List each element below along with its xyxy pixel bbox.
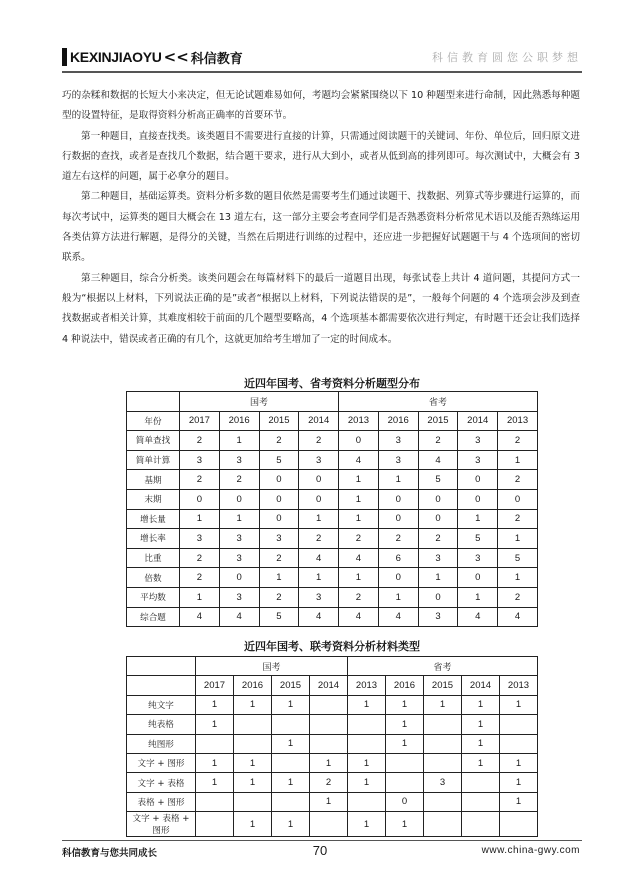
row-label-cell: 纯表格 <box>127 715 196 734</box>
row-label-cell: 综合题 <box>127 607 180 627</box>
table-row <box>127 529 538 549</box>
row-label-cell: 文字 + 表格 <box>127 773 196 792</box>
table-row <box>127 431 538 451</box>
table-cell <box>462 773 500 792</box>
table-row <box>127 734 538 753</box>
table-cell: 0 <box>418 489 458 509</box>
table-cell: 1 <box>462 715 500 734</box>
paragraph-type-3: 第三种题目，综合分析类。该类问题会在每篇材料下的最后一道题目出现，每张试卷上共计 4 道问题，其提问方式一般为“根据以上材料，下列说法正确的是”或者“根据以上材料，下列说法错误的是”，一般每个问题的 4 个选项会涉及到查找数据或者相关计算，其难度相较于前面的几个题型要略高，4 个选项基本都需要依次进行判定，有时题干还会让我们选择 4 种说法中，错误或者正确的有几个，这就更加给考生增加了一定的时间成本。 <box>62 272 580 345</box>
table-cell: 1 <box>219 509 259 529</box>
table-cell: 1 <box>339 568 379 588</box>
table-cell <box>310 695 348 714</box>
table-cell: 0 <box>378 568 418 588</box>
year-cell: 2015 <box>259 411 299 431</box>
table-cell: 1 <box>500 792 538 811</box>
table-cell: 2 <box>339 587 379 607</box>
table-cell <box>386 753 424 772</box>
table-cell: 1 <box>462 734 500 753</box>
table-cell <box>424 753 462 772</box>
table-cell: 1 <box>272 695 310 714</box>
table-cell <box>386 773 424 792</box>
table-cell <box>272 753 310 772</box>
table-cell: 0 <box>219 568 259 588</box>
table-row <box>127 773 538 792</box>
paragraph-intro: 巧的杂糅和数据的长短大小来决定，但无论试题难易如何，考题均会紧紧围绕以下 10 种题型来进行命制，因此熟悉每种题型的设置特征，是取得资料分析高正确率的首要环节。 <box>62 90 580 122</box>
table-row <box>127 548 538 568</box>
table-cell: 0 <box>259 470 299 490</box>
table-cell: 1 <box>348 753 386 772</box>
year-cell: 2014 <box>462 676 500 695</box>
table-cell: 4 <box>458 607 498 627</box>
row-label-cell: 文字 + 图形 <box>127 753 196 772</box>
header-slogan: 科信教育圆您公职梦想 <box>432 51 582 64</box>
year-cell: 2014 <box>458 411 498 431</box>
table-cell: 0 <box>259 489 299 509</box>
table-cell: 1 <box>418 568 458 588</box>
row-label-cell: 末期 <box>127 489 180 509</box>
table-cell: 2 <box>180 568 220 588</box>
kexin-logo <box>62 46 243 68</box>
table-cell <box>424 715 462 734</box>
page-header <box>62 46 582 72</box>
table-cell: 0 <box>219 489 259 509</box>
table-cell <box>348 792 386 811</box>
table-cell: 1 <box>234 773 272 792</box>
material-type-table <box>126 656 538 837</box>
table-cell: 4 <box>339 607 379 627</box>
table-row <box>127 792 538 811</box>
table-cell: 3 <box>180 529 220 549</box>
table-cell: 3 <box>424 773 462 792</box>
table-cell: 4 <box>299 607 339 627</box>
table-group-row <box>127 657 538 676</box>
header-divider <box>62 71 582 73</box>
table-cell: 0 <box>339 431 379 451</box>
table-cell: 4 <box>219 607 259 627</box>
table-cell: 1 <box>339 470 379 490</box>
table-cell <box>196 792 234 811</box>
row-label-cell: 纯文字 <box>127 695 196 714</box>
table-cell: 0 <box>418 509 458 529</box>
table-cell: 2 <box>259 431 299 451</box>
table-cell: 3 <box>378 431 418 451</box>
table-cell <box>500 734 538 753</box>
table-cell: 1 <box>348 812 386 837</box>
year-cell: 2016 <box>378 411 418 431</box>
table-cell: 1 <box>378 587 418 607</box>
table-cell: 2 <box>299 431 339 451</box>
table-cell: 3 <box>180 450 220 470</box>
table-cell: 4 <box>498 607 538 627</box>
table-cell <box>234 792 272 811</box>
table-row <box>127 509 538 529</box>
group-header-national: 国考 <box>180 392 339 412</box>
row-label-cell: 文字 + 表格 + 图形 <box>127 812 196 837</box>
table-cell: 1 <box>272 773 310 792</box>
table-cell: 4 <box>180 607 220 627</box>
table-cell: 1 <box>424 695 462 714</box>
group-header-national: 国考 <box>196 657 348 676</box>
table-cell: 3 <box>259 529 299 549</box>
table-year-row <box>127 411 538 431</box>
table-cell: 0 <box>259 509 299 529</box>
group-header-provincial: 省考 <box>348 657 538 676</box>
row-label-cell: 增长量 <box>127 509 180 529</box>
table-cell: 1 <box>348 773 386 792</box>
table-row <box>127 695 538 714</box>
table-row <box>127 450 538 470</box>
table-cell <box>424 812 462 837</box>
table-cell: 1 <box>180 509 220 529</box>
logo-bar-icon <box>62 48 67 66</box>
table-cell: 3 <box>219 450 259 470</box>
row-label-cell: 表格 + 图形 <box>127 792 196 811</box>
footer-website: www.china-gwy.com <box>481 845 580 856</box>
footer-tagline: 科信教育与您共同成长 <box>62 848 158 859</box>
table-cell: 2 <box>498 587 538 607</box>
table-cell: 0 <box>378 509 418 529</box>
table-year-row <box>127 676 538 695</box>
table-cell: 1 <box>386 812 424 837</box>
table-cell: 2 <box>498 509 538 529</box>
table-corner-cell <box>127 657 196 676</box>
table-cell <box>310 812 348 837</box>
table-cell: 1 <box>500 695 538 714</box>
table-cell <box>234 715 272 734</box>
table-cell: 0 <box>378 489 418 509</box>
table-cell: 1 <box>386 715 424 734</box>
table-cell: 0 <box>299 489 339 509</box>
table-cell <box>500 812 538 837</box>
body-text <box>62 86 580 350</box>
logo-chevrons-icon: << <box>163 48 189 66</box>
table-cell: 1 <box>462 695 500 714</box>
table-cell: 0 <box>458 489 498 509</box>
table-cell <box>272 715 310 734</box>
year-header-cell <box>127 676 196 695</box>
table-cell: 0 <box>458 568 498 588</box>
table-cell: 1 <box>299 568 339 588</box>
table-cell: 1 <box>196 715 234 734</box>
table-cell: 1 <box>458 509 498 529</box>
table-cell: 3 <box>458 450 498 470</box>
table-cell: 1 <box>234 753 272 772</box>
table-cell <box>424 734 462 753</box>
table-cell: 1 <box>196 695 234 714</box>
row-label-cell: 增长率 <box>127 529 180 549</box>
table-cell: 1 <box>462 753 500 772</box>
page-number: 70 <box>312 843 328 858</box>
year-cell: 2017 <box>180 411 220 431</box>
question-type-table <box>126 391 538 627</box>
year-cell: 2013 <box>498 411 538 431</box>
year-cell: 2015 <box>424 676 462 695</box>
table-row <box>127 587 538 607</box>
table-cell: 1 <box>386 695 424 714</box>
logo-latin-text: KEXINJIAOYU <box>70 49 162 65</box>
table-cell: 5 <box>418 470 458 490</box>
table-cell: 0 <box>386 792 424 811</box>
table-cell: 0 <box>458 470 498 490</box>
year-cell: 2013 <box>348 676 386 695</box>
table-row <box>127 753 538 772</box>
table-cell: 1 <box>386 734 424 753</box>
table-cell: 3 <box>418 548 458 568</box>
table-cell: 1 <box>498 529 538 549</box>
year-cell: 2017 <box>196 676 234 695</box>
table-cell: 5 <box>259 607 299 627</box>
table-cell: 1 <box>500 753 538 772</box>
table-cell: 1 <box>272 734 310 753</box>
table-cell: 2 <box>259 548 299 568</box>
table-cell: 1 <box>219 431 259 451</box>
table2-title: 近四年国考、联考资料分析材料类型 <box>244 640 420 653</box>
row-label-cell: 比重 <box>127 548 180 568</box>
table-cell <box>424 792 462 811</box>
table-cell: 2 <box>418 529 458 549</box>
year-cell: 2016 <box>234 676 272 695</box>
table-cell: 2 <box>498 470 538 490</box>
table-cell: 1 <box>299 509 339 529</box>
table-cell <box>196 812 234 837</box>
table-cell: 5 <box>498 548 538 568</box>
year-cell: 2015 <box>272 676 310 695</box>
table-cell <box>462 792 500 811</box>
row-label-cell: 简单查找 <box>127 431 180 451</box>
table-cell <box>310 734 348 753</box>
year-header-cell: 年份 <box>127 411 180 431</box>
table-cell: 2 <box>180 548 220 568</box>
row-label-cell: 纯图形 <box>127 734 196 753</box>
table-cell <box>234 734 272 753</box>
table-cell: 1 <box>498 450 538 470</box>
table-cell: 1 <box>196 773 234 792</box>
table-cell: 2 <box>418 431 458 451</box>
table-cell: 5 <box>458 529 498 549</box>
group-header-provincial: 省考 <box>339 392 538 412</box>
table-cell: 3 <box>299 450 339 470</box>
table-cell: 3 <box>219 548 259 568</box>
table-cell <box>196 734 234 753</box>
table-cell: 1 <box>458 587 498 607</box>
table-cell: 1 <box>348 695 386 714</box>
table-cell: 3 <box>219 587 259 607</box>
table-cell <box>310 715 348 734</box>
table-cell: 2 <box>180 470 220 490</box>
table-cell: 2 <box>219 470 259 490</box>
table-cell: 1 <box>498 568 538 588</box>
table-cell: 4 <box>418 450 458 470</box>
table-cell: 5 <box>259 450 299 470</box>
table-corner-cell <box>127 392 180 412</box>
year-cell: 2016 <box>219 411 259 431</box>
table-cell: 3 <box>299 587 339 607</box>
table-cell: 3 <box>378 450 418 470</box>
table-cell: 2 <box>180 431 220 451</box>
table-cell: 4 <box>378 607 418 627</box>
logo-chinese-text: 科信教育 <box>190 51 243 67</box>
table-cell: 2 <box>378 529 418 549</box>
table-cell: 6 <box>378 548 418 568</box>
paragraph-type-2: 第二种题目，基础运算类。资料分析多数的题目依然是需要考生们通过读题干、找数据、列算式等步骤进行运算的，而每次考试中，运算类的题目大概会在 13 道左右，这一部分主要会考查同学们是否熟悉资料分析常见术语以及能否熟练运用各类估算方法进行解题，是得分的关键，当然在后期进行训练的过程中，还应进一步把握好试题题干与 4 个选项间的密切联系。 <box>62 191 580 264</box>
table1-title: 近四年国考、省考资料分析题型分布 <box>244 377 420 390</box>
table-cell: 2 <box>299 529 339 549</box>
table-row <box>127 715 538 734</box>
table-row <box>127 607 538 627</box>
row-label-cell: 基期 <box>127 470 180 490</box>
table-cell: 1 <box>500 773 538 792</box>
table-cell: 0 <box>418 587 458 607</box>
table-group-row <box>127 392 538 412</box>
table-cell <box>500 715 538 734</box>
table-cell <box>348 715 386 734</box>
table-cell: 3 <box>458 548 498 568</box>
table-cell: 4 <box>299 548 339 568</box>
table-cell: 2 <box>310 773 348 792</box>
table-cell: 2 <box>339 529 379 549</box>
year-cell: 2016 <box>386 676 424 695</box>
table-cell: 1 <box>234 812 272 837</box>
row-label-cell: 平均数 <box>127 587 180 607</box>
row-label-cell: 简单计算 <box>127 450 180 470</box>
year-cell: 2015 <box>418 411 458 431</box>
table-cell: 1 <box>339 509 379 529</box>
table-cell: 2 <box>498 431 538 451</box>
year-cell: 2014 <box>299 411 339 431</box>
table-cell: 1 <box>272 812 310 837</box>
table-cell: 2 <box>259 587 299 607</box>
table-cell: 4 <box>339 548 379 568</box>
footer-divider <box>62 840 582 841</box>
table-cell: 1 <box>180 587 220 607</box>
row-label-cell: 倍数 <box>127 568 180 588</box>
table-cell: 4 <box>339 450 379 470</box>
year-cell: 2013 <box>339 411 379 431</box>
table-cell: 3 <box>418 607 458 627</box>
table-cell: 0 <box>498 489 538 509</box>
year-cell: 2014 <box>310 676 348 695</box>
table-cell <box>272 792 310 811</box>
table-cell <box>348 734 386 753</box>
table-cell: 1 <box>234 695 272 714</box>
table-cell: 1 <box>310 792 348 811</box>
table-cell: 1 <box>196 753 234 772</box>
paragraph-type-1: 第一种题目，直接查找类。该类题目不需要进行直接的计算，只需通过阅读题干的关键词、年份、单位后，回归原文进行数据的查找，或者是查找几个数据，结合题干要求，进行从大到小，或者从低到高的排列即可。每次测试中，大概会有 3 道左右这样的问题，属于必拿分的题目。 <box>62 130 580 183</box>
table-cell: 1 <box>259 568 299 588</box>
table-cell <box>462 812 500 837</box>
table-row <box>127 470 538 490</box>
table-row <box>127 812 538 837</box>
table-cell: 3 <box>458 431 498 451</box>
year-cell: 2013 <box>500 676 538 695</box>
table-cell: 0 <box>299 470 339 490</box>
table-cell: 1 <box>378 470 418 490</box>
table-row <box>127 489 538 509</box>
table-cell: 1 <box>339 489 379 509</box>
table-cell: 3 <box>219 529 259 549</box>
table-row <box>127 568 538 588</box>
table-cell: 1 <box>310 753 348 772</box>
table-cell: 0 <box>180 489 220 509</box>
